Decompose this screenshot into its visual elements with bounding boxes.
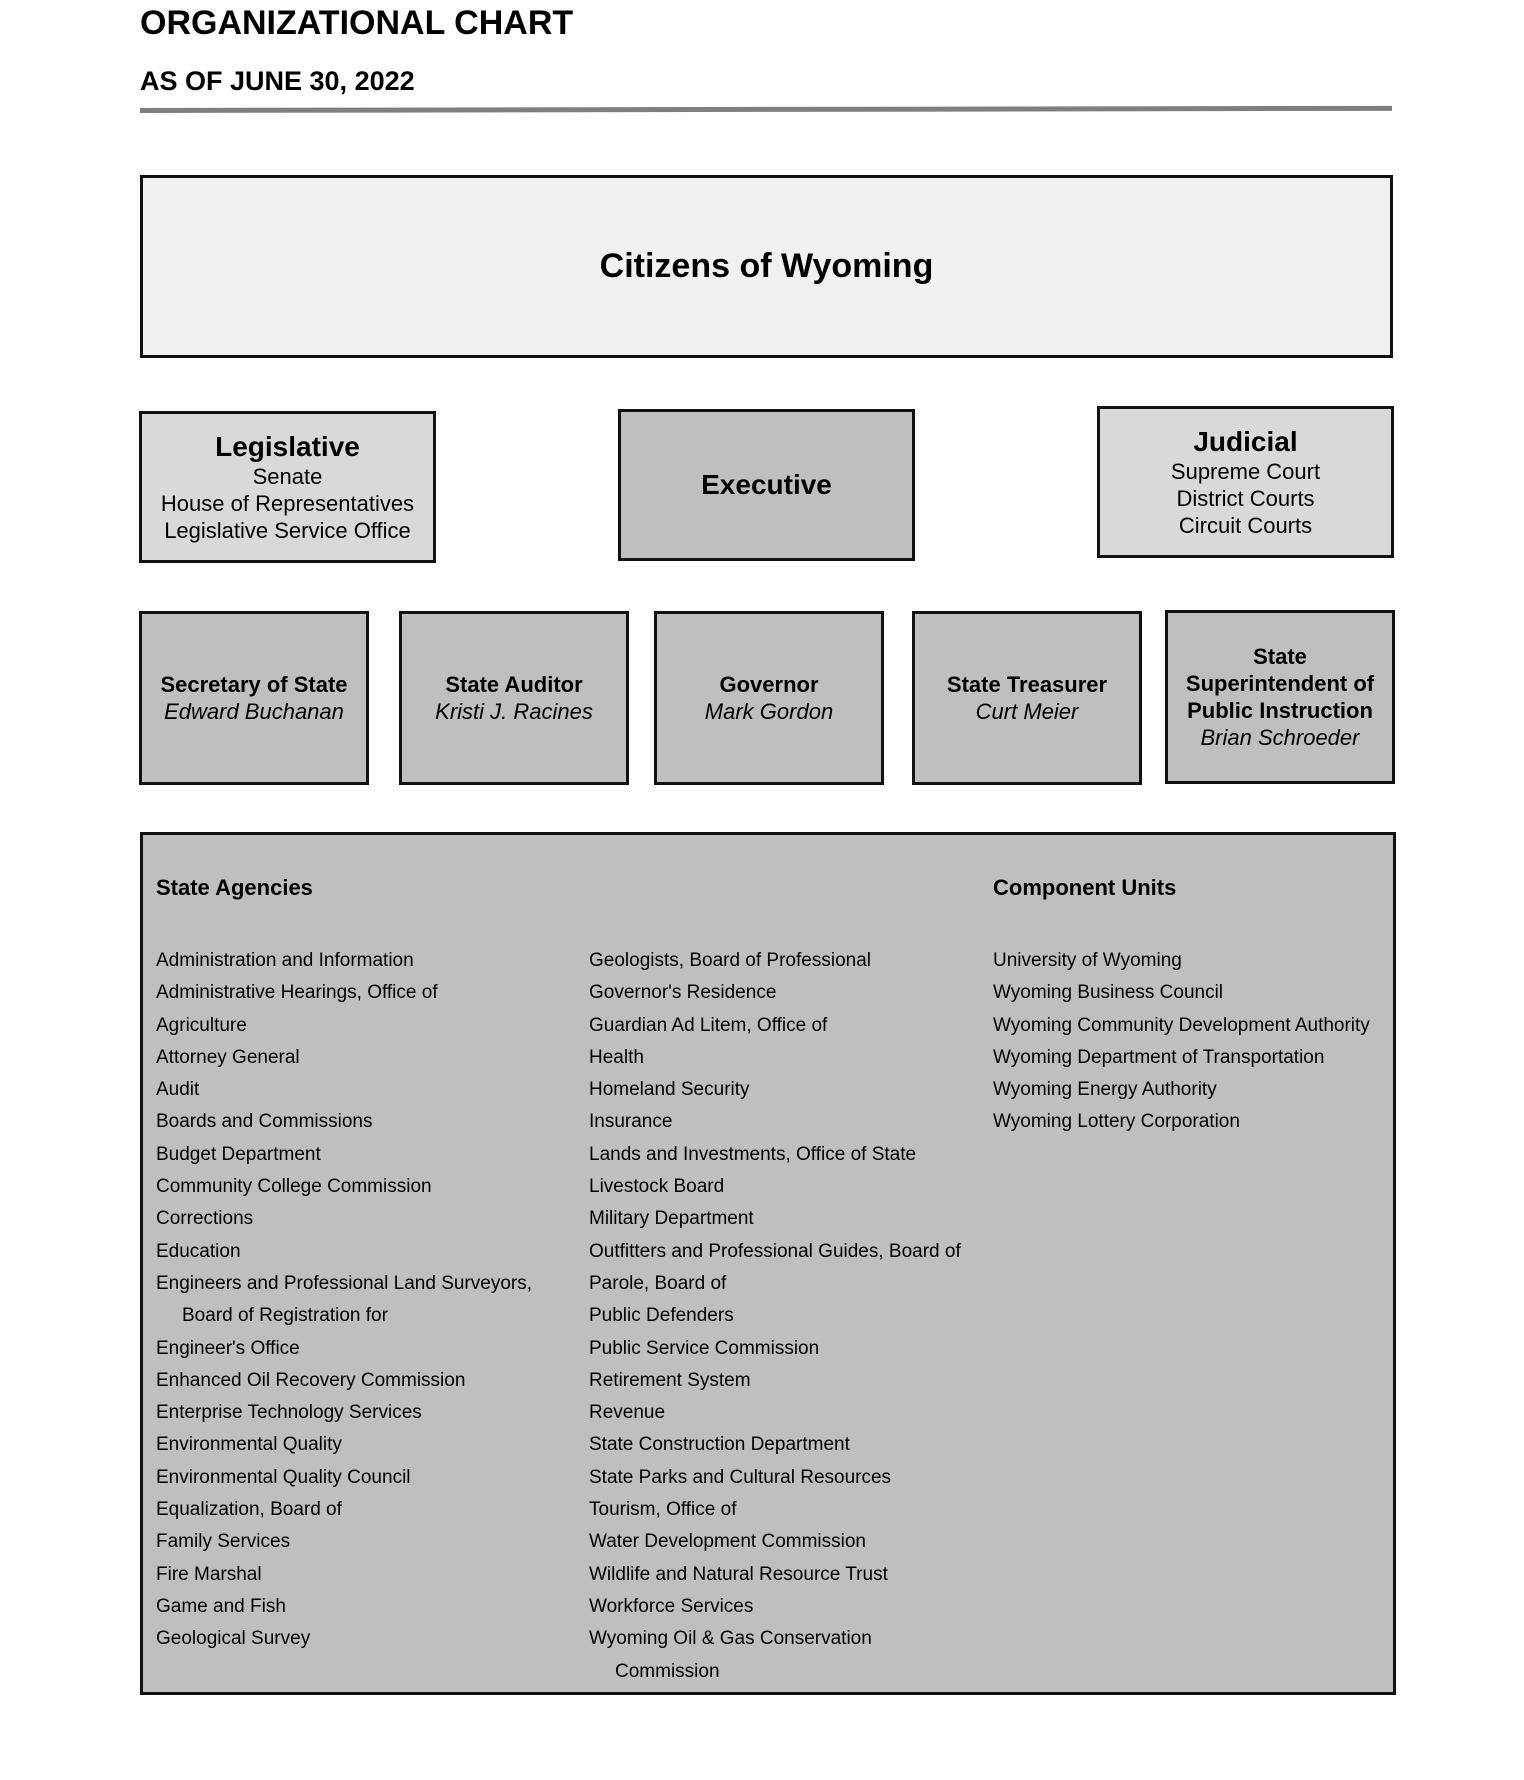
- list-item: Education: [156, 1240, 241, 1262]
- list-item: Administrative Hearings, Office of: [156, 982, 438, 1004]
- officer-title-line: Public Instruction: [1187, 698, 1373, 723]
- list-item: Attorney General: [156, 1046, 300, 1068]
- list-item: Lands and Investments, Office of State: [589, 1143, 917, 1165]
- list-item: Retirement System: [589, 1369, 751, 1391]
- state-agencies-heading: State Agencies: [156, 875, 313, 900]
- list-item: University of Wyoming: [993, 950, 1182, 971]
- component-units-list: [993, 945, 1370, 1139]
- list-item: Agriculture: [156, 1014, 247, 1036]
- officer-title: State Auditor: [445, 672, 583, 697]
- page-subtitle: AS OF JUNE 30, 2022: [140, 66, 415, 96]
- judicial-item: Supreme Court: [1170, 458, 1321, 484]
- officer-box-governor: [654, 611, 884, 785]
- list-item: Environmental Quality Council: [156, 1466, 411, 1488]
- list-item: Livestock Board: [589, 1176, 725, 1198]
- officer-name: Brian Schroeder: [1200, 725, 1360, 750]
- officer-title: State Treasurer: [946, 672, 1108, 697]
- officer-box-superintendent: [1165, 610, 1395, 784]
- list-item: Commission: [615, 1660, 720, 1682]
- page-title: ORGANIZATIONAL CHART: [140, 4, 574, 42]
- list-item: Guardian Ad Litem, Office of: [589, 1014, 828, 1036]
- officer-name: Edward Buchanan: [164, 699, 344, 724]
- list-item: Community College Commission: [156, 1176, 432, 1198]
- list-item: Public Service Commission: [589, 1337, 820, 1359]
- state-agencies-list-1: [156, 945, 532, 1656]
- component-units-heading: Component Units: [993, 875, 1177, 900]
- list-item: Parole, Board of: [589, 1272, 727, 1294]
- list-item: Budget Department: [156, 1143, 321, 1165]
- judicial-item: District Courts: [1176, 485, 1315, 511]
- list-item: Health: [589, 1046, 644, 1068]
- list-item: Engineers and Professional Land Surveyors,: [156, 1272, 533, 1294]
- judicial-title: Judicial: [1193, 425, 1298, 457]
- officer-box-state-treasurer: [912, 611, 1142, 785]
- header-divider: [140, 106, 1392, 113]
- list-item: State Parks and Cultural Resources: [589, 1466, 892, 1488]
- legislative-title: Legislative: [215, 430, 360, 462]
- list-item: Board of Registration for: [182, 1305, 388, 1327]
- state-agencies-list-2: [589, 945, 961, 1688]
- list-item: Workforce Services: [589, 1595, 754, 1617]
- agencies-panel: [140, 832, 1396, 1695]
- officer-name: Curt Meier: [975, 699, 1079, 724]
- list-item: Tourism, Office of: [589, 1499, 737, 1521]
- officer-title-line: Superintendent of: [1185, 671, 1375, 696]
- list-item: Game and Fish: [156, 1595, 286, 1617]
- officer-title: Governor: [719, 672, 819, 697]
- list-item: Homeland Security: [589, 1079, 750, 1101]
- officer-title: Secretary of State: [160, 672, 348, 697]
- legislative-item: House of Representatives: [160, 490, 415, 516]
- list-item: Wildlife and Natural Resource Trust: [589, 1563, 888, 1585]
- list-item: Governor's Residence: [589, 982, 777, 1004]
- list-item: Administration and Information: [156, 950, 414, 971]
- list-item: Enterprise Technology Services: [156, 1402, 422, 1424]
- list-item: Insurance: [589, 1111, 673, 1133]
- list-item: Equalization, Board of: [156, 1499, 342, 1521]
- list-item: Revenue: [589, 1402, 666, 1424]
- list-item: Enhanced Oil Recovery Commission: [156, 1369, 466, 1391]
- list-item: Audit: [156, 1079, 200, 1101]
- judicial-item: Circuit Courts: [1178, 512, 1313, 538]
- executive-title: Executive: [701, 469, 832, 500]
- officer-name: Kristi J. Racines: [435, 699, 593, 724]
- judicial-branch-box: [1097, 406, 1394, 558]
- list-item: Geologists, Board of Professional: [589, 950, 871, 971]
- list-item: Family Services: [156, 1531, 291, 1553]
- officer-title-line: State: [1253, 644, 1307, 669]
- list-item: Fire Marshal: [156, 1563, 262, 1585]
- list-item: Wyoming Lottery Corporation: [993, 1111, 1240, 1133]
- legislative-branch-box: [139, 411, 436, 563]
- list-item: Wyoming Energy Authority: [993, 1079, 1217, 1101]
- list-item: Engineer's Office: [156, 1337, 300, 1359]
- list-item: Corrections: [156, 1208, 254, 1230]
- executive-branch-box: [618, 409, 915, 561]
- list-item: Wyoming Business Council: [993, 982, 1224, 1004]
- officer-box-state-auditor: [399, 611, 629, 785]
- list-item: Wyoming Oil & Gas Conservation: [589, 1628, 872, 1650]
- officer-box-secretary-of-state: [139, 611, 369, 785]
- list-item: Outfitters and Professional Guides, Board of: [589, 1240, 961, 1262]
- list-item: Boards and Commissions: [156, 1111, 373, 1133]
- list-item: Wyoming Community Development Authority: [993, 1014, 1370, 1036]
- officer-name: Mark Gordon: [704, 699, 834, 724]
- list-item: Environmental Quality: [156, 1434, 342, 1456]
- legislative-item: Legislative Service Office: [164, 517, 411, 543]
- list-item: Geological Survey: [156, 1628, 311, 1650]
- list-item: Public Defenders: [589, 1305, 734, 1327]
- list-item: Wyoming Department of Transportation: [993, 1046, 1325, 1068]
- list-item: State Construction Department: [589, 1434, 850, 1456]
- legislative-item: Senate: [252, 463, 323, 489]
- citizens-box: [140, 175, 1393, 358]
- citizens-label: Citizens of Wyoming: [599, 247, 934, 285]
- list-item: Military Department: [589, 1208, 754, 1230]
- list-item: Water Development Commission: [589, 1531, 866, 1553]
